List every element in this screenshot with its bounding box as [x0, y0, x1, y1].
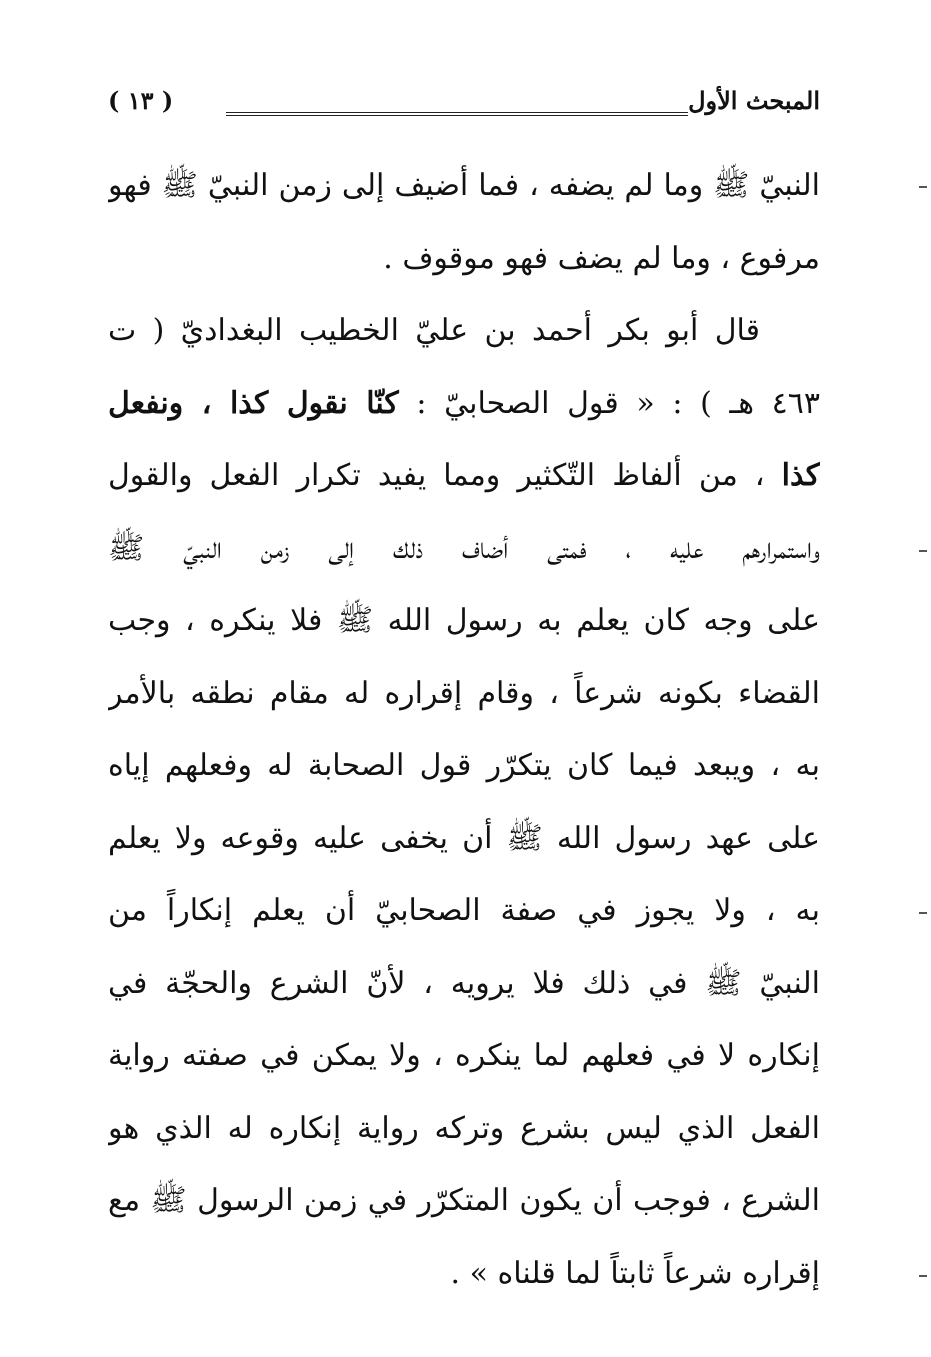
text-line: به ، ولا يجوز في صفة الصحابيّ أن يعلم إنكاراً من — [108, 893, 820, 928]
text-line: القضاء بكونه شرعاً ، وقام إقراره له مقام نطقه بالأمر — [108, 675, 820, 711]
scan-edge-mark — [919, 1275, 927, 1277]
text-line: الشرع ، فوجب أن يكون المتكرّر في زمن الرسول ﷺ مع — [108, 1183, 820, 1218]
scan-edge-mark — [919, 186, 927, 188]
text-line — [108, 440, 820, 513]
text-line: النبيّ ﷺ وما لم يضفه ، فما أضيف إلى زمن النبيّ ﷺ فهو — [108, 168, 820, 203]
text-line: به ، ويبعد فيما كان يتكرّر قول الصحابة له وفعلهم إياه — [108, 748, 820, 783]
scan-edge-mark — [919, 912, 927, 914]
text-line: إنكاره لا في فعلهم لما ينكره ، ولا يمكن في صفته رواية — [108, 1038, 820, 1073]
text-line: على عهد رسول الله ﷺ أن يخفى عليه وقوعه ولا يعلم — [108, 820, 820, 856]
text-line — [108, 368, 820, 441]
quoted-phrase: كنّا نقول كذا ، ونفعل — [108, 385, 399, 421]
chapter-title: المبحث الأول — [688, 86, 820, 115]
text-line: قال أبو بكر أحمد بن عليّ الخطيب البغداديّ ( ت — [108, 313, 760, 348]
scan-edge-mark — [919, 550, 927, 552]
text-line: إقراره شرعاً ثابتاً لما قلناه » . — [450, 1255, 820, 1291]
page-number: ( ١٣ ) — [108, 86, 174, 115]
text-continuation: ، من ألفاظ التّكثير ومما يفيد تكرار الفعل والقول — [108, 458, 782, 493]
text-line: على وجه كان يعلم به رسول الله ﷺ فلا ينكره ، وجب — [108, 603, 820, 638]
text-line: الفعل الذي ليس بشرع وتركه رواية إنكاره له الذي هو — [108, 1110, 820, 1146]
running-header — [108, 82, 820, 126]
quoted-phrase-end: كذا — [781, 458, 820, 493]
text-line: مرفوع ، وما لم يضف فهو موقوف . — [383, 240, 820, 276]
quote-intro: ٤٦٣ هـ ) : « قول الصحابيّ : — [398, 385, 820, 421]
text-line: النبيّ ﷺ في ذلك فلا يرويه ، لأنّ الشرع والحجّة في — [108, 965, 820, 1001]
header-rule — [226, 112, 688, 116]
body-text — [108, 150, 820, 1310]
text-line: واستمرارهم عليه ، فمتى أضاف ذلك إلى زمن النبيّ ﷺ — [108, 530, 820, 566]
